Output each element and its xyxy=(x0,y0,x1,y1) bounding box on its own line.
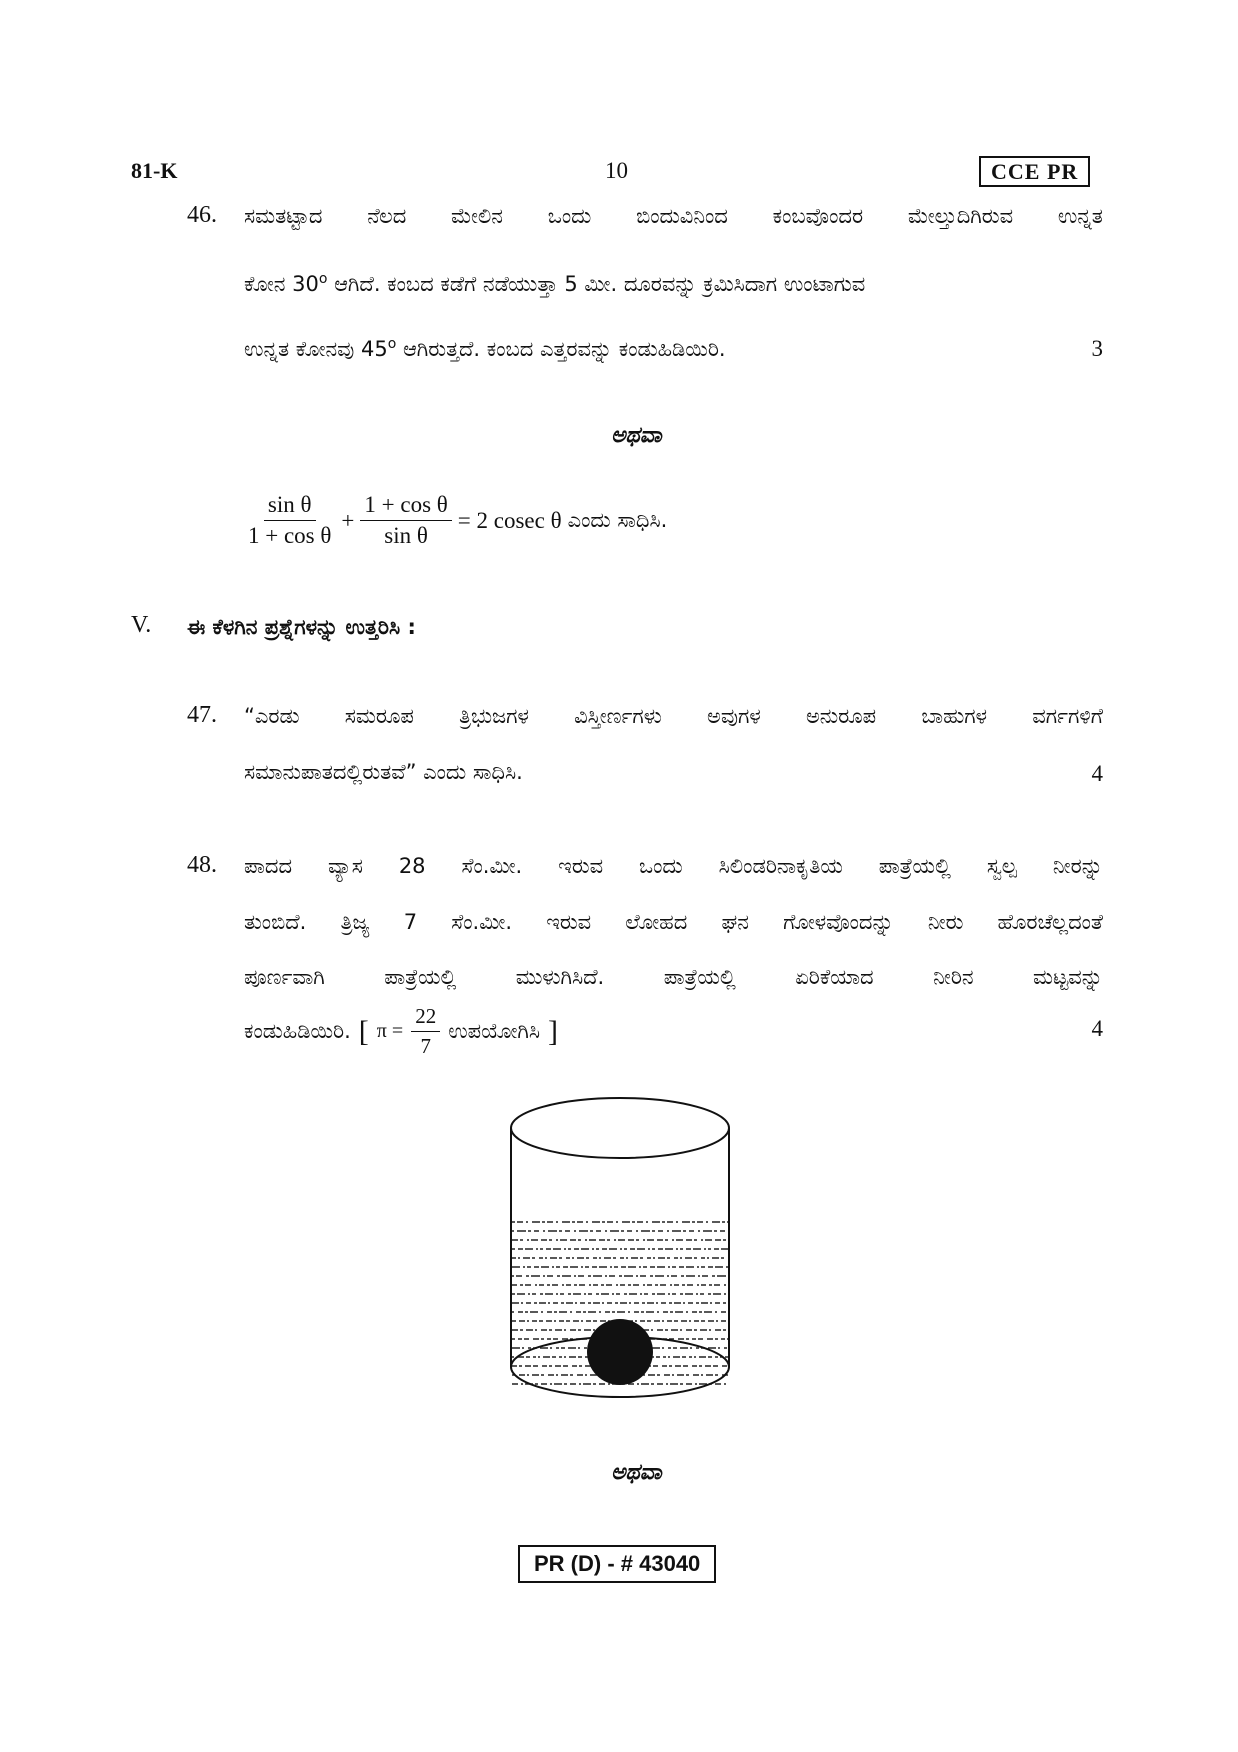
numerator: 1 + cos θ xyxy=(360,492,451,521)
word: ತ್ರಿಭುಜಗಳ xyxy=(459,704,529,728)
q46-line-1 xyxy=(244,206,1103,227)
word: ವರ್ಗಗಳಿಗೆ xyxy=(1032,704,1103,728)
word: 28 xyxy=(398,854,426,878)
word: ಏರಿಕೆಯಾದ xyxy=(795,965,874,989)
word: ಬಾಹುಗಳ xyxy=(921,704,988,728)
word: ಅವುಗಳ xyxy=(707,704,761,728)
plus-sign: + xyxy=(341,507,355,533)
denominator: sin θ xyxy=(384,523,428,548)
word: ಪೂರ್ಣವಾಗಿ xyxy=(244,965,325,989)
pi-equals: π = xyxy=(376,1020,404,1042)
word: ನೀರು xyxy=(927,910,964,934)
q46-line-2 xyxy=(244,272,865,295)
q47-line-2: ಸಮಾನುಪಾತದಲ್ಲಿರುತವೆ” ಎಂದು ಸಾಧಿಸಿ. xyxy=(244,760,523,784)
word: ಮಟ್ಟವನ್ನು xyxy=(1033,965,1103,989)
q46-marks: 3 xyxy=(1091,336,1103,361)
word: “ಎರಡು xyxy=(244,704,300,728)
question-number-46: 46. xyxy=(187,202,217,228)
equation-rhs: = 2 cosec θ xyxy=(457,507,562,533)
word: ಪಾದದ xyxy=(244,854,293,878)
degree-mark: o xyxy=(387,336,397,352)
q47-marks: 4 xyxy=(1091,761,1103,786)
paper-code: 81-K xyxy=(131,158,178,183)
q48-line-4 xyxy=(244,1004,558,1059)
word: ಇರುವ xyxy=(558,854,604,878)
or-label: ಅಥವಾ xyxy=(611,1460,662,1485)
word: ನೀರನ್ನು xyxy=(1052,854,1103,878)
word: 7 xyxy=(403,910,418,934)
word: ಸಿಲಿಂಡರಿನಾಕೃತಿಯ xyxy=(718,854,843,878)
word: ಸೆಂ.ಮೀ. xyxy=(461,854,523,878)
cylinder-with-sphere-figure xyxy=(500,1080,740,1430)
q46-line-2-pre: ಕೋನ 30 xyxy=(244,272,319,296)
question-number-47: 47. xyxy=(187,702,217,728)
word: ಮುಳುಗಿಸಿದೆ. xyxy=(515,965,605,989)
q46-line-3-pre: ಉನ್ನತ ಕೋನವು 45 xyxy=(244,337,388,361)
prove-text: ಎಂದು ಸಾಧಿಸಿ. xyxy=(567,508,668,532)
fraction-1pluscos-over-sin xyxy=(360,492,451,549)
word: ಲೋಹದ xyxy=(625,910,688,934)
degree-mark: o xyxy=(318,271,328,287)
word: ಒಂದು xyxy=(547,204,592,228)
word: ಪಾತ್ರೆಯಲ್ಲಿ xyxy=(384,965,457,989)
word: ಗೋಳವೊಂದನ್ನು xyxy=(783,910,894,934)
word: ಮೇಲ್ತುದಿಗಿರುವ xyxy=(907,204,1014,228)
word: ಒಂದು xyxy=(639,854,683,878)
word: ಹೊರಚೆಲ್ಲದಂತೆ xyxy=(997,910,1103,934)
word: ಪಾತ್ರೆಯಲ್ಲಿ xyxy=(878,854,951,878)
numerator: sin θ xyxy=(264,492,316,521)
word: ಸೆಂ.ಮೀ. xyxy=(451,910,513,934)
metal-sphere xyxy=(587,1319,653,1385)
q46-line-3-post: ಆಗಿರುತ್ತದೆ. ಕಂಬದ ಎತ್ತರವನ್ನು ಕಂಡುಹಿಡಿಯಿರಿ. xyxy=(396,337,726,361)
denominator: 1 + cos θ xyxy=(248,523,332,548)
cylinder-top-ellipse xyxy=(511,1098,729,1158)
word: ಇರುವ xyxy=(546,910,592,934)
section-roman-numeral: V. xyxy=(131,612,152,638)
q48-line-2 xyxy=(244,912,1103,933)
q48-line-1 xyxy=(244,856,1103,877)
fraction-sin-over-1pluscos xyxy=(244,492,335,549)
q46-line-2-post: ಆಗಿದೆ. ಕಂಬದ ಕಡೆಗೆ ನಡೆಯುತ್ತಾ 5 ಮೀ. ದೂರವನ್ನು ಕ್ರಮಿಸಿದಾಗ ಉಂಟಾಗುವ xyxy=(327,272,866,296)
word: ಘನ xyxy=(721,910,749,934)
numerator: 22 xyxy=(411,1004,440,1032)
bracket-open: [ xyxy=(358,1014,369,1048)
or-label: ಅಥವಾ xyxy=(611,423,662,448)
word: ಸಮತಟ್ಟಾದ xyxy=(244,204,323,228)
word: ಬಿಂದುವಿನಿಂದ xyxy=(636,204,728,228)
fraction-22-over-7 xyxy=(411,1004,440,1059)
word: ಕಂಬವೊಂದರ xyxy=(772,204,864,228)
word: ಉನ್ನತ xyxy=(1057,204,1103,228)
word: ನೆಲದ xyxy=(367,204,407,228)
word: ವ್ಯಾಸ xyxy=(327,854,363,878)
denominator: 7 xyxy=(420,1034,431,1058)
q46-line-3 xyxy=(244,337,726,360)
word: ಮೇಲಿನ xyxy=(451,204,503,228)
question-number-48: 48. xyxy=(187,852,217,878)
word: ಸಮರೂಪ xyxy=(344,704,414,728)
word: ತ್ರಿಜ್ಯ xyxy=(340,910,370,934)
footer-code-box: PR (D) - # 43040 xyxy=(518,1545,716,1583)
page-number: 10 xyxy=(605,158,628,183)
q48-line-4-pre: ಕಂಡುಹಿಡಿಯಿರಿ. xyxy=(244,1019,351,1043)
cce-pr-box: CCE PR xyxy=(979,156,1090,187)
alt-46-equation xyxy=(244,492,667,549)
q48-marks: 4 xyxy=(1091,1016,1103,1041)
word: ನೀರಿನ xyxy=(933,965,974,989)
bracket-text: ಉಪಯೋಗಿಸಿ xyxy=(448,1019,541,1043)
word: ಸ್ವಲ್ಪ xyxy=(986,854,1017,878)
q47-line-1 xyxy=(244,706,1103,727)
bracket-close: ] xyxy=(548,1014,559,1048)
word: ಅನುರೂಪ xyxy=(805,704,877,728)
q48-line-3 xyxy=(244,967,1103,988)
section-heading: ಈ ಕೆಳಗಿನ ಪ್ರಶ್ನೆಗಳನ್ನು ಉತ್ತರಿಸಿ : xyxy=(187,615,416,639)
word: ಪಾತ್ರೆಯಲ್ಲಿ xyxy=(663,965,736,989)
word: ತುಂಬಿದೆ. xyxy=(244,910,307,934)
word: ವಿಸ್ತೀರ್ಣಗಳು xyxy=(574,704,662,728)
